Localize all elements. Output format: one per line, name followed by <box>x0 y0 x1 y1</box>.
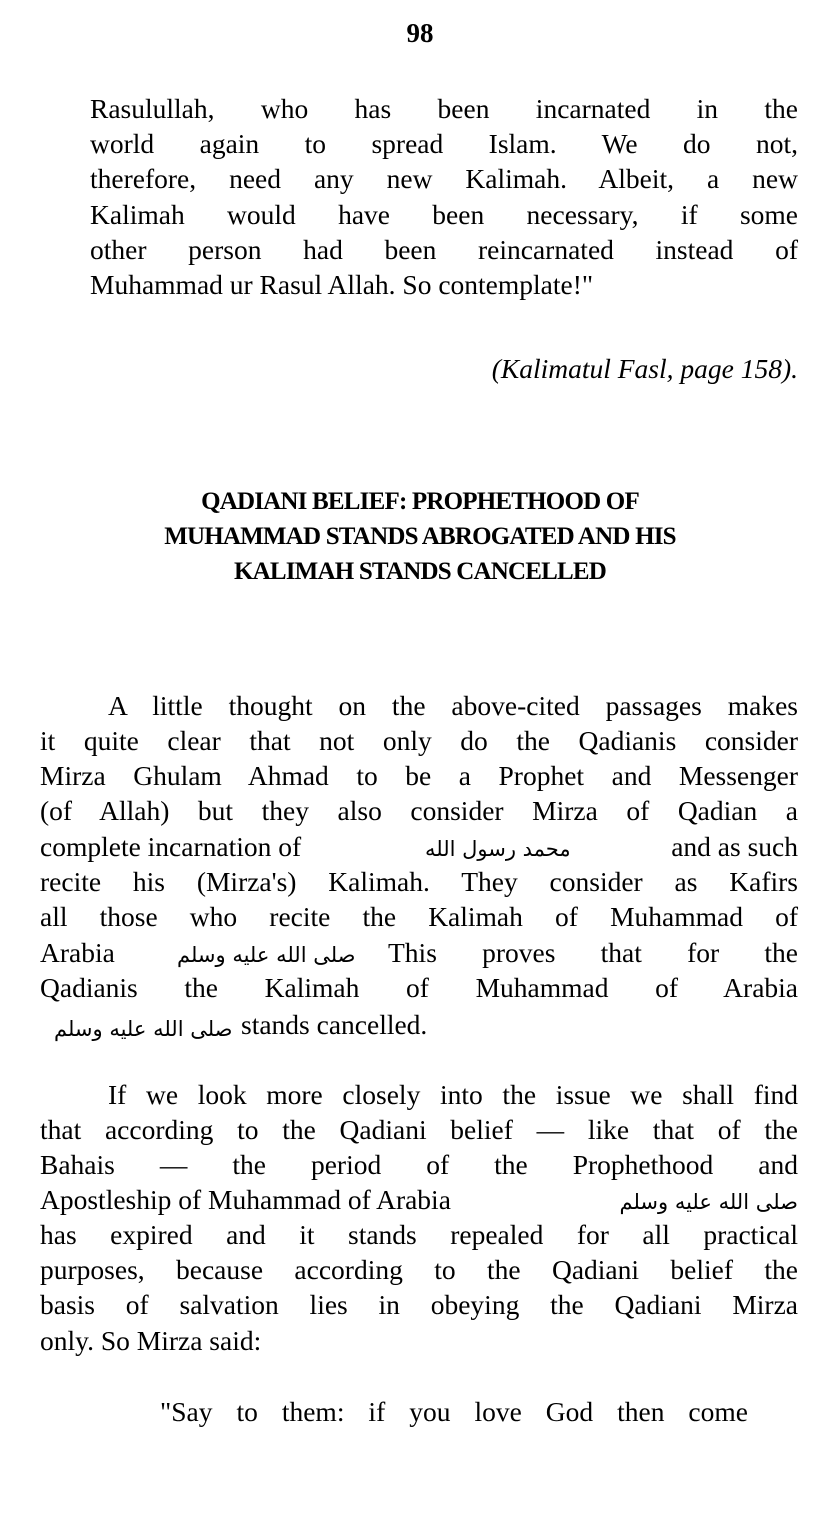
heading-line: QADIANI BELIEF: PROPHETHOOD OF <box>201 488 639 515</box>
page-number: 98 <box>406 18 434 48</box>
text-line: has expired and it stands repealed for all practical <box>40 1219 798 1250</box>
text-line: If we look more closely into the issue we shall find <box>108 1079 798 1110</box>
arabic-phrase: صلى الله عليه وسلم <box>619 1190 798 1214</box>
text-line: all those who recite the Kalimah of Muhammad of <box>40 901 798 932</box>
text-line: therefore, need any new Kalimah. Albeit, a new <box>90 163 798 194</box>
text-line <box>40 830 798 864</box>
citation: (Kalimatul Fasl, page 158). <box>491 353 798 384</box>
text-line: (of Allah) but they also consider Mirza of Qadian a <box>40 795 798 826</box>
text-line: Mirza Ghulam Ahmad to be a Prophet and Messenger <box>40 760 798 791</box>
text-line: it quite clear that not only do the Qadianis consider <box>40 725 798 756</box>
text-line: world again to spread Islam. We do not, <box>90 128 798 159</box>
text-line: Qadianis the Kalimah of Muhammad of Arabia <box>40 972 798 1003</box>
text-line: that according to the Qadiani belief — like that of the <box>40 1114 798 1145</box>
quote-start: "Say to them: if you love God then come <box>160 1396 748 1427</box>
text-segment: and as such <box>671 831 798 862</box>
text-segment: complete incarnation of <box>40 831 302 862</box>
text-line: other person had been reincarnated instead of <box>90 234 798 265</box>
text-line: purposes, because according to the Qadiani belief the <box>40 1254 798 1285</box>
text-line: Muhammad ur Rasul Allah. So contemplate!" <box>90 269 594 300</box>
arabic-phrase: صلى الله عليه وسلم <box>54 1017 233 1041</box>
text-segment: stands cancelled. <box>241 1009 428 1040</box>
text-line: basis of salvation lies in obeying the Qadiani Mirza <box>40 1289 798 1320</box>
text-line <box>40 1183 798 1217</box>
text-segment: This proves that for the <box>388 937 798 968</box>
text-segment: Arabia <box>40 937 115 968</box>
text-line <box>40 936 798 970</box>
text-line <box>40 1008 798 1042</box>
text-line: Bahais — the period of the Prophethood and <box>40 1149 798 1180</box>
text-line: Kalimah would have been necessary, if some <box>90 199 798 230</box>
text-line: only. So Mirza said: <box>40 1325 262 1356</box>
arabic-phrase: محمد رسول الله <box>425 837 571 861</box>
text-line: A little thought on the above-cited passages makes <box>108 690 798 721</box>
text-line: Rasulullah, who has been incarnated in the <box>90 93 798 124</box>
text-line: recite his (Mirza's) Kalimah. They consider as Kafirs <box>40 866 798 897</box>
text-segment: Apostleship of Muhammad of Arabia <box>40 1184 451 1215</box>
heading-line: KALIMAH STANDS CANCELLED <box>233 558 607 585</box>
arabic-phrase: صلى الله عليه وسلم <box>177 943 356 967</box>
heading-line: MUHAMMAD STANDS ABROGATED AND HIS <box>164 523 676 550</box>
